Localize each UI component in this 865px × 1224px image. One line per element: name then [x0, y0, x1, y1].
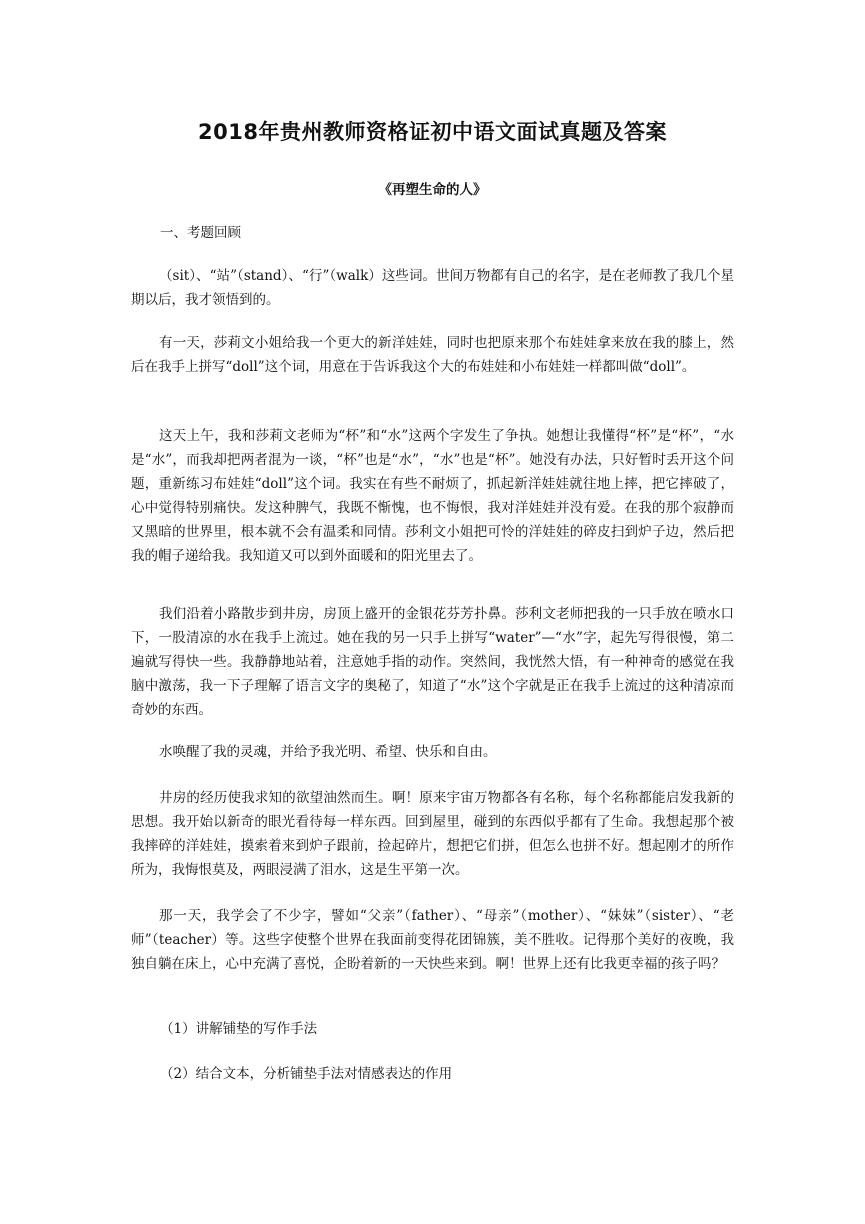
document-subtitle: 《再塑生命的人》 [378, 182, 487, 198]
document-title: 2018年贵州教师资格证初中语文面试真题及答案 [198, 120, 667, 144]
section-heading: 一、考题回顾 [160, 225, 241, 241]
task-item: （2）结合文本，分析铺垫手法对情感表达的作用 [160, 1066, 453, 1082]
paragraph: 有一天，莎莉文小姐给我一个更大的新洋娃娃，同时也把原来那个布娃娃拿来放在我的膝上，然后在我手上拼写“doll”这个词，用意在于告诉我这个大的布娃娃和小布娃娃一样都叫做“doll”。 [131, 335, 734, 375]
paragraph: 水唤醒了我的灵魂，并给予我光明、希望、快乐和自由。 [159, 744, 497, 760]
paragraph: 井房的经历使我求知的欲望油然而生。啊！原来宇宙万物都各有名称，每个名称都能启发我新的思想。我开始以新奇的眼光看待每一样东西。回到屋里，碰到的东西似乎都有了生命。我想起那个被我摔碎的洋娃娃，摸索着来到炉子跟前，捡起碎片，想把它们拼，但怎么也拼不好。想起刚才的所作所为，我悔恨莫及，两眼浸满了泪水，这是生平第一次。 [131, 790, 734, 878]
paragraph: 那一天，我学会了不少字，譬如“父亲”（father）、“母亲”（mother）、“妹妹”（sister）、“老师”（teacher）等。这些字使整个世界在我面前变得花团锦簇，美不胜收。记得那个美好的夜晚，我独自躺在床上，心中充满了喜悦，企盼着新的一天快些来到。啊！世界上还有比我更幸福的孩子吗？ [131, 908, 734, 972]
paragraph: 我们沿着小路散步到井房，房顶上盛开的金银花芬芳扑鼻。莎利文老师把我的一只手放在喷水口下，一股清凉的水在我手上流过。她在我的另一只手上拼写“water”—“水”字，起先写得很慢，第二遍就写得快一些。我静静地站着，注意她手指的动作。突然间，我恍然大悟，有一种神奇的感觉在我脑中激荡，我一下子理解了语言文字的奥秘了，知道了“水”这个字就是正在我手上流过的这种清凉而奇妙的东西。 [131, 606, 734, 718]
paragraph: （sit）、“站”（stand）、“行”（walk）这些词。世间万物都有自己的名字，是在老师教了我几个星期以后，我才领悟到的。 [131, 268, 734, 308]
paragraph: 这天上午，我和莎莉文老师为“杯”和“水”这两个字发生了争执。她想让我懂得“杯”是“杯”，“水是“水”，而我却把两者混为一谈，“杯”也是“水”，“水”也是“杯”。她没有办法，只好暂时丢开这个问题，重新练习布娃娃“doll”这个词。我实在有些不耐烦了，抓起新洋娃娃就往地上摔，把它摔破了，心中觉得特别痛快。发这种脾气，我既不惭愧，也不悔恨，我对洋娃娃并没有爱。在我的那个寂静而又黑暗的世界里，根本就不会有温柔和同情。莎利文小姐把可怜的洋娃娃的碎皮扫到炉子边，然后把我的帽子递给我。我知道又可以到外面暖和的阳光里去了。 [131, 428, 734, 564]
task-item: （1）讲解铺垫的写作手法 [160, 1021, 318, 1037]
